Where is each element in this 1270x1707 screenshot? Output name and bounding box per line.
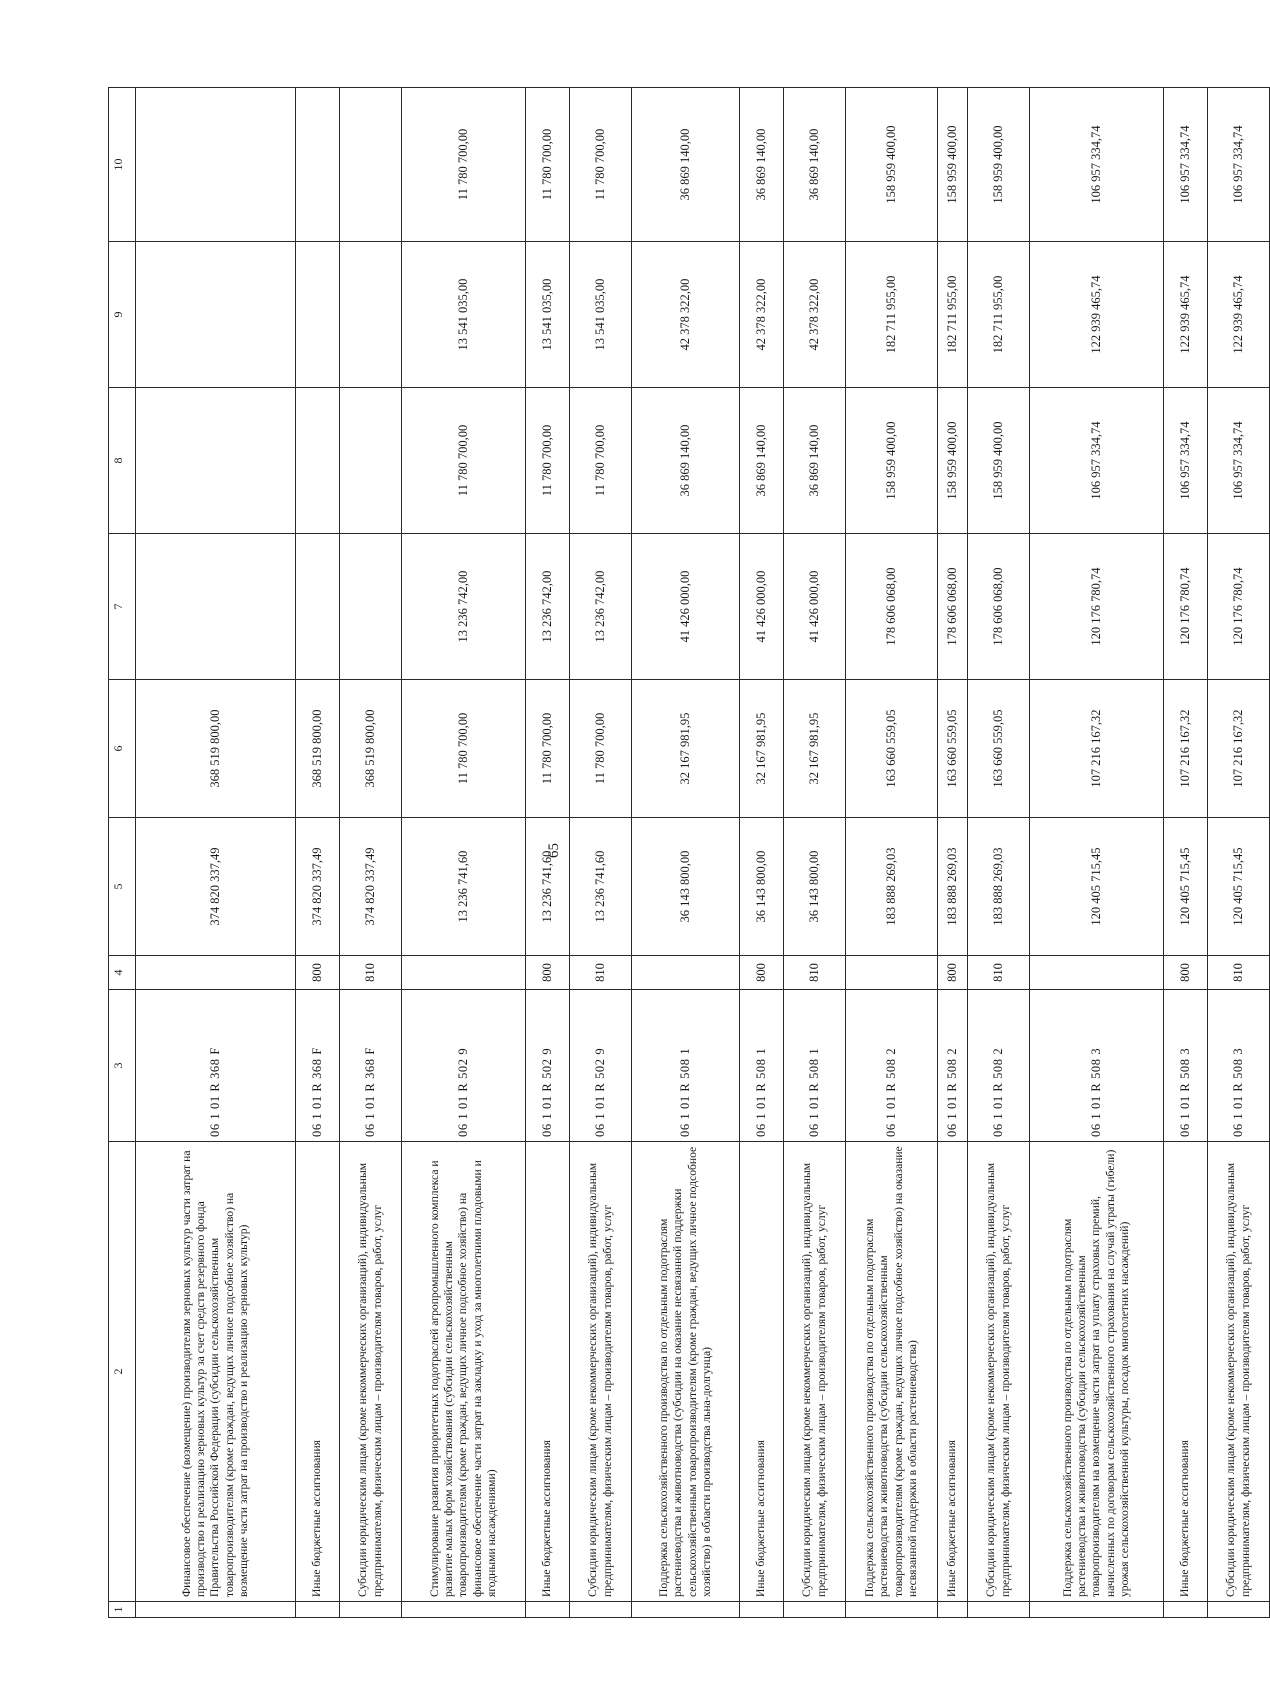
amount-col10-cell: 36 869 140,00 [632,88,740,242]
amount-col10-cell [340,88,402,242]
amount-col8-cell: 106 957 334,74 [1030,388,1164,534]
amount-col9-cell: 42 378 322,00 [632,242,740,388]
description-cell: Стимулирование развития приоритетных подотраслей агропромышленного комплекса и развитие малых форм хозяйствования (субсидии сельскохозяйственным товаропроизводителям (кроме граждан, ведущих личное подсобное хозяйство) на финансовое обеспечение части затрат на закладку и уход за многолетними плодовыми и ягодными насаждениями) [402,1142,526,1602]
column-number-header [109,88,136,1618]
amount-col8-cell [296,388,340,534]
amount-col8-cell: 158 959 400,00 [968,388,1030,534]
amount-col9-cell: 182 711 955,00 [968,242,1030,388]
row-index-cell [296,1602,340,1618]
amount-col10-cell: 11 780 700,00 [570,88,632,242]
amount-col6-cell: 32 167 981,95 [632,680,740,818]
column-number-2: 2 [109,1142,136,1602]
table-body [109,88,1270,1618]
amount-col7-cell: 13 236 742,00 [570,534,632,680]
amount-col6-cell: 368 519 800,00 [340,680,402,818]
amount-col5-cell: 120 405 715,45 [1208,818,1270,956]
column-number-7: 7 [109,534,136,680]
amount-col9-cell: 13 541 035,00 [570,242,632,388]
amount-col8-cell: 11 780 700,00 [570,388,632,534]
expense-type-cell [1030,956,1164,990]
amount-col6-cell: 11 780 700,00 [570,680,632,818]
amount-col9-cell: 122 939 465,74 [1030,242,1164,388]
expense-type-cell [402,956,526,990]
amount-col8-cell: 106 957 334,74 [1208,388,1270,534]
row-index-cell [846,1602,938,1618]
column-number-6: 6 [109,680,136,818]
amount-col7-cell: 178 606 068,00 [968,534,1030,680]
row-index-cell [402,1602,526,1618]
amount-col7-cell: 41 426 000,00 [740,534,784,680]
amount-col9-cell: 122 939 465,74 [1164,242,1208,388]
amount-col10-cell: 158 959 400,00 [968,88,1030,242]
table-row [1164,88,1208,1618]
amount-col8-cell: 158 959 400,00 [938,388,968,534]
amount-col9-cell [296,242,340,388]
row-index-cell [740,1602,784,1618]
expense-type-cell: 810 [1208,956,1270,990]
table-row [296,88,340,1618]
description-cell: Поддержка сельскохозяйственного производства по отдельным подотраслям растениеводства и животноводства (субсидии сельскохозяйственным товаропроизводителям на возмещение части затрат на уплату страховых премий, начисленных по договорам сельскохозяйственного страхования на случай утраты (гибели) урожая сельскохозяйственной культуры, посадок многолетних насаждений) [1030,1142,1164,1602]
amount-col6-cell: 163 660 559,05 [968,680,1030,818]
amount-col6-cell: 32 167 981,95 [784,680,846,818]
amount-col8-cell [340,388,402,534]
row-index-cell [570,1602,632,1618]
description-cell: Иные бюджетные ассигнования [740,1142,784,1602]
amount-col9-cell: 42 378 322,00 [784,242,846,388]
amount-col6-cell: 368 519 800,00 [136,680,296,818]
amount-col9-cell: 122 939 465,74 [1208,242,1270,388]
amount-col10-cell: 106 957 334,74 [1030,88,1164,242]
amount-col6-cell: 107 216 167,32 [1030,680,1164,818]
amount-col5-cell: 374 820 337,49 [296,818,340,956]
table-row [1030,88,1164,1618]
column-number-3: 3 [109,990,136,1142]
rotated-table-frame [108,88,1252,1618]
amount-col7-cell: 178 606 068,00 [846,534,938,680]
row-index-cell [784,1602,846,1618]
classification-code-cell: 06 1 01 R 508 2 [846,990,938,1142]
table-row [402,88,526,1618]
column-number-4: 4 [109,956,136,990]
classification-code-cell: 06 1 01 R 508 1 [632,990,740,1142]
description-cell: Финансовое обеспечение (возмещение) производителям зерновых культур части затрат на производство и реализацию зерновых культур за счет средств резервного фонда Правительства Российской Федерации (субсидии сельскохозяйственным товаропроизводителям (кроме граждан, ведущих личное подсобное хозяйство) на возмещение части затрат на производство и реализацию зерновых культур) [136,1142,296,1602]
amount-col9-cell: 182 711 955,00 [938,242,968,388]
amount-col6-cell: 11 780 700,00 [402,680,526,818]
amount-col5-cell: 183 888 269,03 [968,818,1030,956]
expense-type-cell: 800 [938,956,968,990]
table-row [968,88,1030,1618]
classification-code-cell: 06 1 01 R 502 9 [526,990,570,1142]
amount-col5-cell: 36 143 800,00 [632,818,740,956]
amount-col9-cell [136,242,296,388]
description-cell: Поддержка сельскохозяйственного производства по отдельным подотраслям растениеводства и животноводства (субсидии сельскохозяйственным товаропроизводителям (кроме граждан, ведущих личное подсобное хозяйство) на оказание несвязанной поддержки в области растениеводства) [846,1142,938,1602]
classification-code-cell: 06 1 01 R 508 1 [784,990,846,1142]
description-cell: Поддержка сельскохозяйственного производства по отдельным подотраслям растениеводства и животноводства (субсидии на оказание несвязанной поддержки сельскохозяйственным товаропроизводителям (кроме граждан, ведущих личное подсобное хозяйство) в области производства льна-долгунца) [632,1142,740,1602]
expense-type-cell [632,956,740,990]
amount-col5-cell: 120 405 715,45 [1030,818,1164,956]
table-row [846,88,938,1618]
amount-col8-cell: 36 869 140,00 [740,388,784,534]
amount-col7-cell: 13 236 742,00 [402,534,526,680]
amount-col7-cell [340,534,402,680]
amount-col8-cell: 36 869 140,00 [632,388,740,534]
classification-code-cell: 06 1 01 R 502 9 [402,990,526,1142]
amount-col8-cell [136,388,296,534]
amount-col7-cell: 178 606 068,00 [938,534,968,680]
expense-type-cell [136,956,296,990]
amount-col7-cell: 13 236 742,00 [526,534,570,680]
description-cell: Субсидии юридическим лицам (кроме некоммерческих организаций), индивидуальным предпринимателям, физическим лицам – производителям товаров, работ, услуг [784,1142,846,1602]
amount-col7-cell: 120 176 780,74 [1208,534,1270,680]
row-index-cell [938,1602,968,1618]
column-number-1: 1 [109,1602,136,1618]
amount-col5-cell: 36 143 800,00 [740,818,784,956]
amount-col8-cell: 106 957 334,74 [1164,388,1208,534]
amount-col5-cell: 36 143 800,00 [784,818,846,956]
expense-type-cell: 800 [296,956,340,990]
amount-col10-cell: 106 957 334,74 [1208,88,1270,242]
page-number: 65 [546,843,562,858]
amount-col8-cell: 36 869 140,00 [784,388,846,534]
classification-code-cell: 06 1 01 R 368 F [136,990,296,1142]
classification-code-cell: 06 1 01 R 508 2 [968,990,1030,1142]
description-cell: Иные бюджетные ассигнования [1164,1142,1208,1602]
expense-type-cell: 800 [526,956,570,990]
table-row [1208,88,1270,1618]
table-row [570,88,632,1618]
amount-col8-cell: 11 780 700,00 [402,388,526,534]
amount-col7-cell [136,534,296,680]
amount-col9-cell: 182 711 955,00 [846,242,938,388]
description-cell: Иные бюджетные ассигнования [938,1142,968,1602]
amount-col10-cell [296,88,340,242]
amount-col6-cell: 11 780 700,00 [526,680,570,818]
amount-col10-cell [136,88,296,242]
table-row [938,88,968,1618]
amount-col7-cell: 120 176 780,74 [1164,534,1208,680]
amount-col6-cell: 368 519 800,00 [296,680,340,818]
description-cell: Субсидии юридическим лицам (кроме некоммерческих организаций), индивидуальным предпринимателям, физическим лицам – производителям товаров, работ, услуг [340,1142,402,1602]
amount-col9-cell: 13 541 035,00 [526,242,570,388]
description-cell: Иные бюджетные ассигнования [296,1142,340,1602]
expense-type-cell: 800 [1164,956,1208,990]
amount-col9-cell: 42 378 322,00 [740,242,784,388]
budget-sheet [108,88,1252,1618]
amount-col10-cell: 11 780 700,00 [402,88,526,242]
amount-col5-cell: 183 888 269,03 [846,818,938,956]
amount-col6-cell: 32 167 981,95 [740,680,784,818]
table-row [340,88,402,1618]
amount-col7-cell: 120 176 780,74 [1030,534,1164,680]
description-cell: Субсидии юридическим лицам (кроме некоммерческих организаций), индивидуальным предпринимателям, физическим лицам – производителям товаров, работ, услуг [968,1142,1030,1602]
description-cell: Субсидии юридическим лицам (кроме некоммерческих организаций), индивидуальным предпринимателям, физическим лицам – производителям товаров, работ, услуг [1208,1142,1270,1602]
amount-col10-cell: 106 957 334,74 [1164,88,1208,242]
amount-col7-cell [296,534,340,680]
expense-type-cell: 810 [968,956,1030,990]
amount-col5-cell: 183 888 269,03 [938,818,968,956]
amount-col5-cell: 13 236 741,60 [402,818,526,956]
amount-col10-cell: 11 780 700,00 [526,88,570,242]
amount-col5-cell: 374 820 337,49 [136,818,296,956]
row-index-cell [1164,1602,1208,1618]
classification-code-cell: 06 1 01 R 508 3 [1208,990,1270,1142]
amount-col5-cell: 374 820 337,49 [340,818,402,956]
classification-code-cell: 06 1 01 R 368 F [296,990,340,1142]
amount-col10-cell: 158 959 400,00 [846,88,938,242]
amount-col10-cell: 158 959 400,00 [938,88,968,242]
table-row [526,88,570,1618]
expense-type-cell: 810 [340,956,402,990]
classification-code-cell: 06 1 01 R 502 9 [570,990,632,1142]
classification-code-cell: 06 1 01 R 368 F [340,990,402,1142]
expense-type-cell: 810 [570,956,632,990]
amount-col8-cell: 11 780 700,00 [526,388,570,534]
amount-col6-cell: 163 660 559,05 [846,680,938,818]
description-cell: Субсидии юридическим лицам (кроме некоммерческих организаций), индивидуальным предпринимателям, физическим лицам – производителям товаров, работ, услуг [570,1142,632,1602]
table-row [740,88,784,1618]
row-index-cell [340,1602,402,1618]
amount-col6-cell: 163 660 559,05 [938,680,968,818]
amount-col5-cell: 13 236 741,60 [570,818,632,956]
column-number-5: 5 [109,818,136,956]
amount-col6-cell: 107 216 167,32 [1164,680,1208,818]
amount-col9-cell: 13 541 035,00 [402,242,526,388]
expense-type-cell [846,956,938,990]
row-index-cell [526,1602,570,1618]
expense-type-cell: 810 [784,956,846,990]
amount-col9-cell [340,242,402,388]
table-row [632,88,740,1618]
row-index-cell [136,1602,296,1618]
amount-col7-cell: 41 426 000,00 [784,534,846,680]
amount-col5-cell: 13 236 741,60 [526,818,570,956]
amount-col7-cell: 41 426 000,00 [632,534,740,680]
classification-code-cell: 06 1 01 R 508 2 [938,990,968,1142]
amount-col5-cell: 120 405 715,45 [1164,818,1208,956]
row-index-cell [1030,1602,1164,1618]
expense-type-cell: 800 [740,956,784,990]
column-number-9: 9 [109,242,136,388]
table-row [784,88,846,1618]
row-index-cell [632,1602,740,1618]
classification-code-cell: 06 1 01 R 508 3 [1030,990,1164,1142]
classification-code-cell: 06 1 01 R 508 3 [1164,990,1208,1142]
budget-allocation-table [108,87,1270,1618]
row-index-cell [1208,1602,1270,1618]
amount-col10-cell: 36 869 140,00 [784,88,846,242]
amount-col10-cell: 36 869 140,00 [740,88,784,242]
amount-col6-cell: 107 216 167,32 [1208,680,1270,818]
classification-code-cell: 06 1 01 R 508 1 [740,990,784,1142]
column-number-10: 10 [109,88,136,242]
table-row [136,88,296,1618]
column-number-8: 8 [109,388,136,534]
row-index-cell [968,1602,1030,1618]
description-cell: Иные бюджетные ассигнования [526,1142,570,1602]
amount-col8-cell: 158 959 400,00 [846,388,938,534]
